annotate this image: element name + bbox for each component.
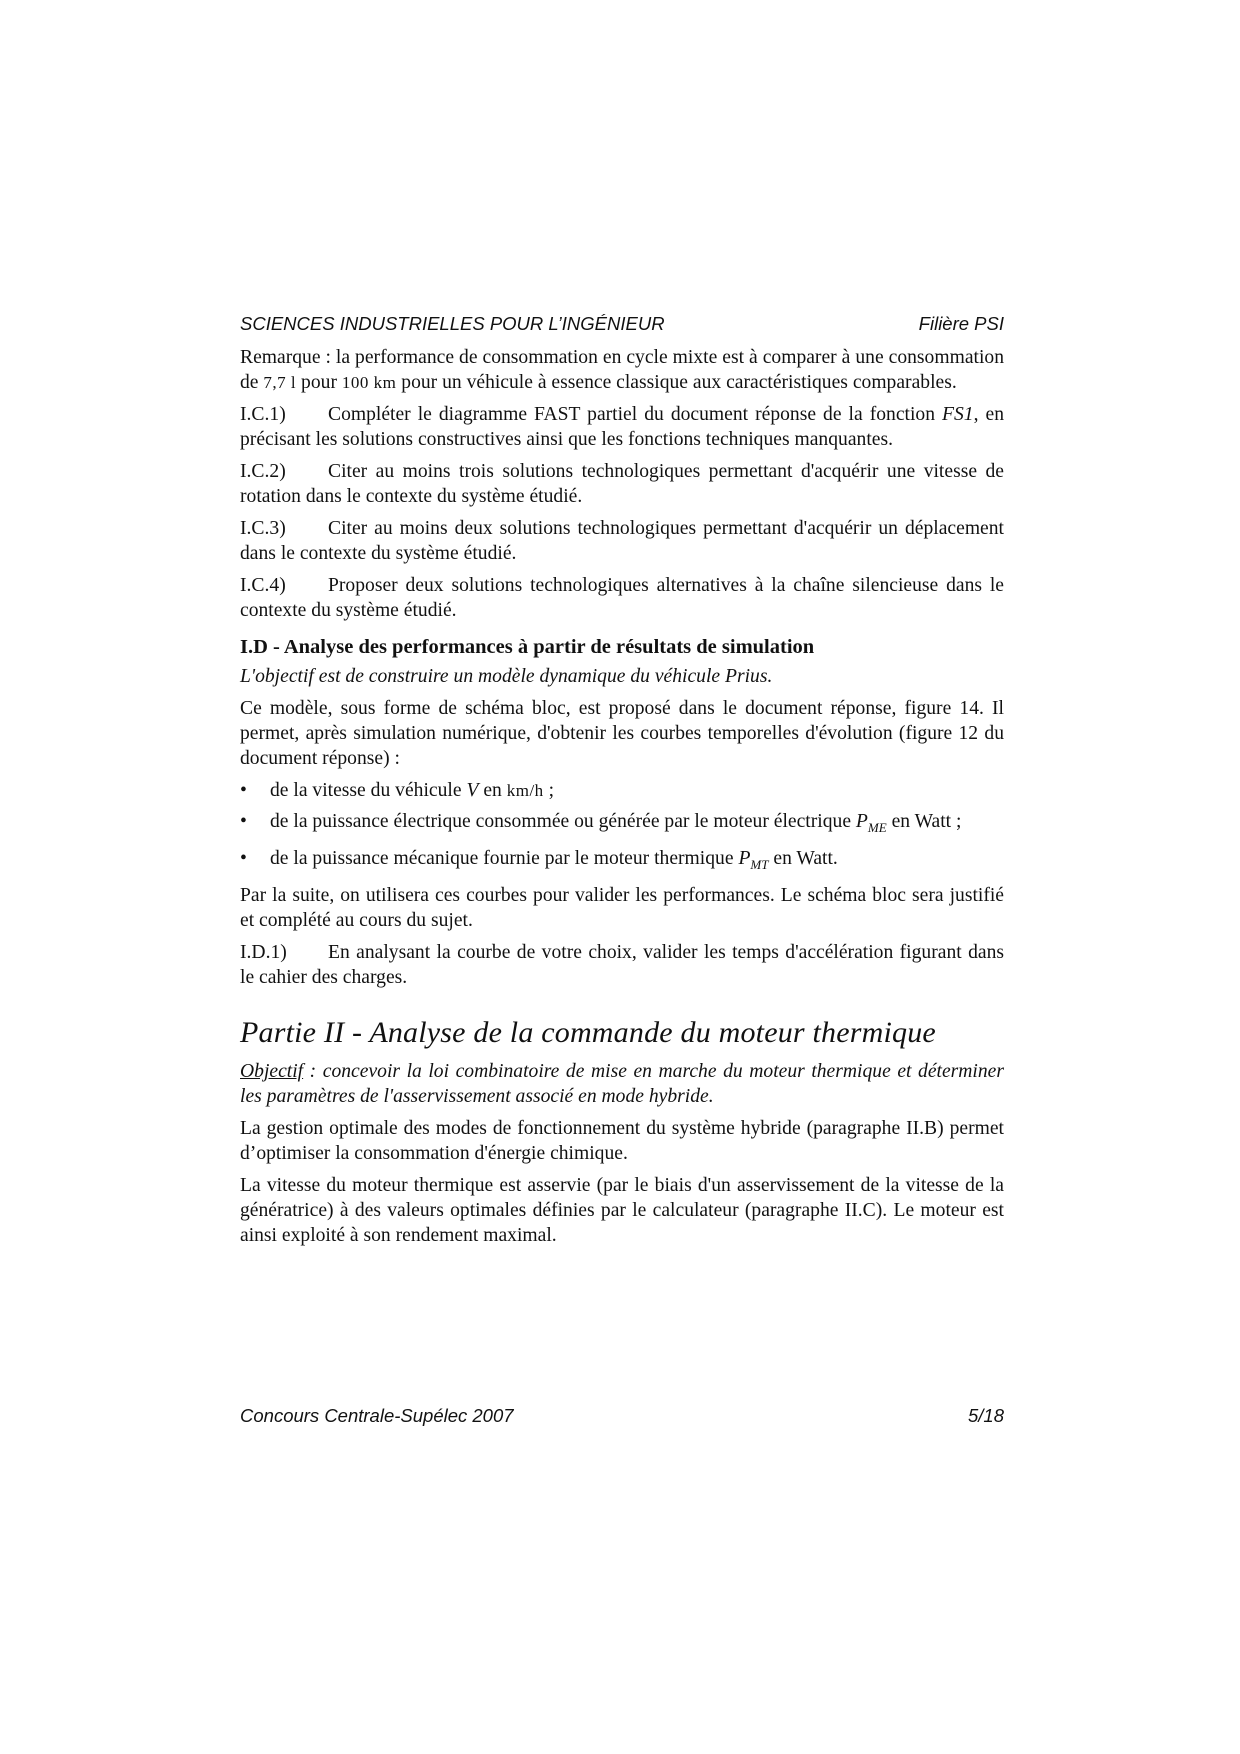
consumption-value: 7,7 l [263, 373, 297, 392]
page-number: 5/18 [967, 1405, 1004, 1426]
list-item: • de la vitesse du véhicule V en km/h ; [240, 780, 555, 801]
list-item: • de la puissance électrique consommée ou générée par le moteur électrique $P_{ME}$ en Watt ; [240, 811, 962, 835]
page-footer [240, 1405, 1004, 1427]
bullet-icon: • [240, 847, 247, 869]
bullet-icon: • [240, 780, 247, 801]
list-item: • de la puissance mécanique fournie par le moteur thermique $P_{MT}$ en Watt. [240, 847, 838, 872]
header-track: Filière PSI [918, 313, 1004, 334]
part2-title: Partie II - Analyse de la commande du moteur thermique [240, 1015, 936, 1049]
part2-paragraph-1: La gestion optimale des modes de fonctionnement du système hybride (paragraphe II.B) permet d’optimiser la consommation d'énergie chimique. [240, 1117, 1004, 1164]
part2-objective: Objectif : concevoir la loi combinatoire de mise en marche du moteur thermique et déterminer les paramètres de l'asservissement associé en mode hybride. [240, 1060, 1004, 1107]
page-content [240, 313, 1004, 1255]
footer-contest: Concours Centrale-Supélec 2007 [240, 1405, 514, 1426]
section-id-after: Par la suite, on utilisera ces courbes pour valider les performances. Le schéma bloc sera justifié et complété au cours du sujet. [240, 884, 1004, 931]
section-id-intro: Ce modèle, sous forme de schéma bloc, est proposé dans le document réponse, figure 14. Il permet, après simulation numérique, d'obtenir les courbes temporelles d'évolution (figure 12 du document réponse) : [240, 698, 1004, 769]
section-id-objective: L'objectif est de construire un modèle dynamique du véhicule Prius. [240, 666, 773, 687]
header-subject: SCIENCES INDUSTRIELLES POUR L’INGÉNIEUR [240, 313, 665, 334]
curve-list [240, 778, 1004, 877]
question-ic3: I.C.3) Citer au moins deux solutions technologiques permettant d'acquérir un déplacement dans le contexte du système étudié. [240, 518, 1004, 564]
distance-value: 100 km [341, 373, 397, 392]
question-ic2: I.C.2) Citer au moins trois solutions technologiques permettant d'acquérir une vitesse de rotation dans le contexte du système étudié. [240, 461, 1004, 507]
question-id1: I.D.1) En analysant la courbe de votre choix, valider les temps d'accélération figurant dans le cahier des charges. [240, 941, 1004, 988]
bullet-icon: • [240, 811, 247, 832]
page-header [240, 313, 1004, 335]
remark-paragraph: Remarque : la performance de consommation en cycle mixte est à comparer à une consommation de 7,7 l pour 100 km pour un véhicule à essence classique aux caractéristiques comparables. [240, 347, 1004, 393]
question-ic4: I.C.4) Proposer deux solutions technologiques alternatives à la chaîne silencieuse dans le contexte du système étudié. [240, 575, 1004, 621]
question-ic1: I.C.1) Compléter le diagramme FAST partiel du document réponse de la fonction FS1, en précisant les solutions constructives ainsi que les fonctions techniques manquantes. [240, 404, 1004, 450]
part2-paragraph-2: La vitesse du moteur thermique est asservie (par le biais d'un asservissement de la vitesse de la génératrice) à des valeurs optimales définies par le calculateur (paragraphe II.C). Le moteur est ainsi exploité à son rendement maximal. [240, 1174, 1004, 1246]
section-id-title: I.D - Analyse des performances à partir de résultats de simulation [240, 636, 815, 658]
